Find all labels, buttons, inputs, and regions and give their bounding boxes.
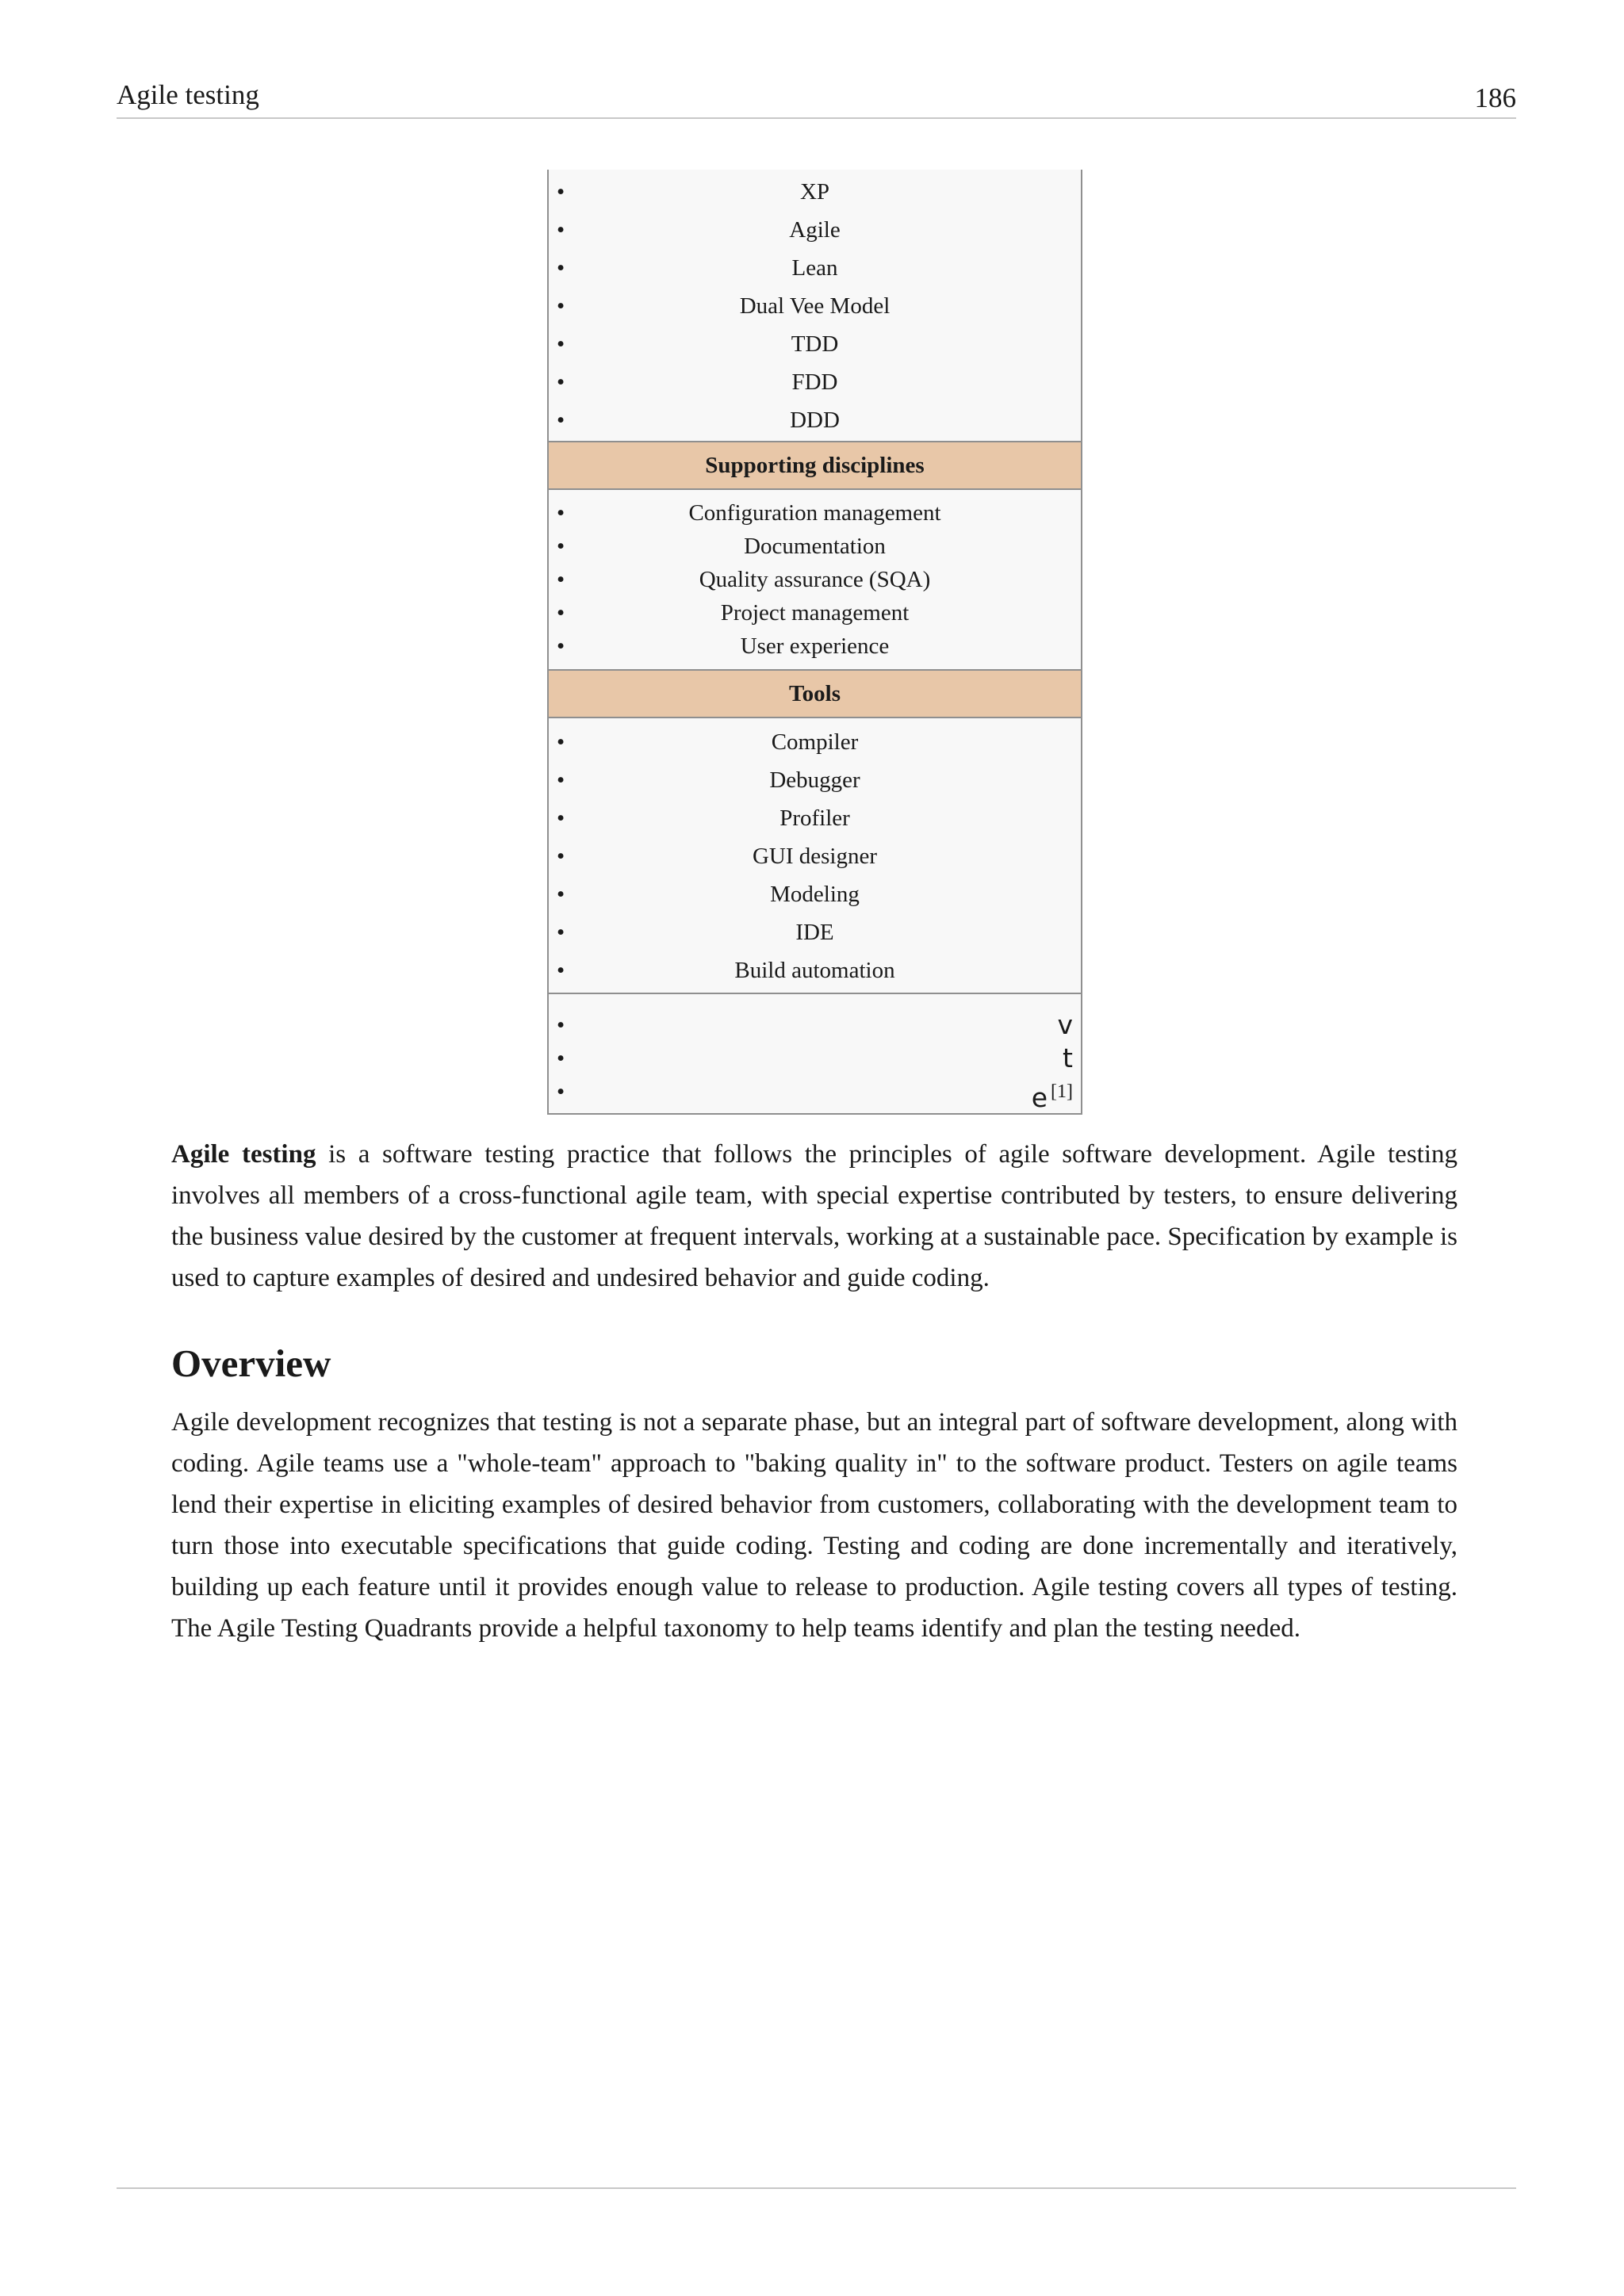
nav-link-user-experience[interactable]: • User experience [549,629,1081,663]
nav-link-lean[interactable]: • Lean [549,249,1081,287]
vte-edit-label: e [1031,1082,1048,1113]
nav-link-agile[interactable]: • Agile [549,211,1081,249]
vte-links [549,993,1081,1113]
methodology-list [549,170,1081,441]
vte-talk-link[interactable] [549,1042,1081,1075]
nav-link-ide[interactable]: • IDE [549,913,1081,951]
page-number: 186 [1474,82,1516,113]
nav-link-tdd[interactable]: • TDD [549,325,1081,363]
nav-link-xp[interactable]: • XP [549,173,1081,211]
nav-link-project-management[interactable]: • Project management [549,596,1081,629]
nav-link-modeling[interactable]: • Modeling [549,875,1081,913]
intro-paragraph [171,1134,1457,1299]
supporting-disciplines-list [549,490,1081,669]
nav-link-documentation[interactable]: • Documentation [549,530,1081,563]
vte-edit-link[interactable] [549,1075,1081,1113]
vte-talk-label: t [1063,1043,1073,1073]
intro-text: is a software testing practice that follows the principles of agile software development. Agile testing involves all members of a cross-functional agile team, with special expertise contributed by testers, to ensure delivering the business value desired by the customer at frequent intervals, working at a sustainable pace. Specification by example is used to capture examples of desired and undesired behavior and guide coding. [171,1140,1457,1292]
vte-view-link[interactable] [549,1008,1081,1042]
nav-link-configuration-management[interactable]: • Configuration management [549,496,1081,530]
nav-link-build-automation[interactable]: • Build automation [549,951,1081,989]
nav-link-profiler[interactable]: • Profiler [549,799,1081,837]
tools-list [549,718,1081,993]
nav-link-dual-vee-model[interactable]: • Dual Vee Model [549,287,1081,325]
footer-rule [117,2187,1516,2189]
nav-link-gui-designer[interactable]: • GUI designer [549,837,1081,875]
nav-link-fdd[interactable]: • FDD [549,363,1081,401]
nav-link-debugger[interactable]: • Debugger [549,761,1081,799]
supporting-disciplines-header: Supporting disciplines [549,441,1081,490]
page-header [117,76,1516,119]
nav-link-compiler[interactable]: • Compiler [549,723,1081,761]
vte-view-label: v [1057,1009,1073,1040]
intro-term: Agile testing [171,1140,316,1169]
navbox [547,170,1082,1115]
overview-paragraph: Agile development recognizes that testing is not a separate phase, but an integral part of software development, along with coding. Agile teams use a "whole-team" approach to "baking quality in" to the software product. Testers on agile teams lend their expertise in eliciting examples of desired behavior from customers, collaborating with the development team to turn those into executable specifications that guide coding. Testing and coding are done incrementally and iteratively, building up each feature until it provides enough value to release to production. Agile testing covers all types of testing. The Agile Testing Quadrants provide a helpful taxonomy to help teams identify and plan the testing needed. [171,1408,1457,1643]
nav-link-ddd[interactable]: • DDD [549,401,1081,439]
overview-heading: Overview [171,1341,331,1385]
nav-link-quality-assurance[interactable]: • Quality assurance (SQA) [549,563,1081,596]
tools-header: Tools [549,669,1081,718]
running-title: Agile testing [117,79,259,110]
footnote-ref-1[interactable]: [1] [1051,1081,1073,1102]
